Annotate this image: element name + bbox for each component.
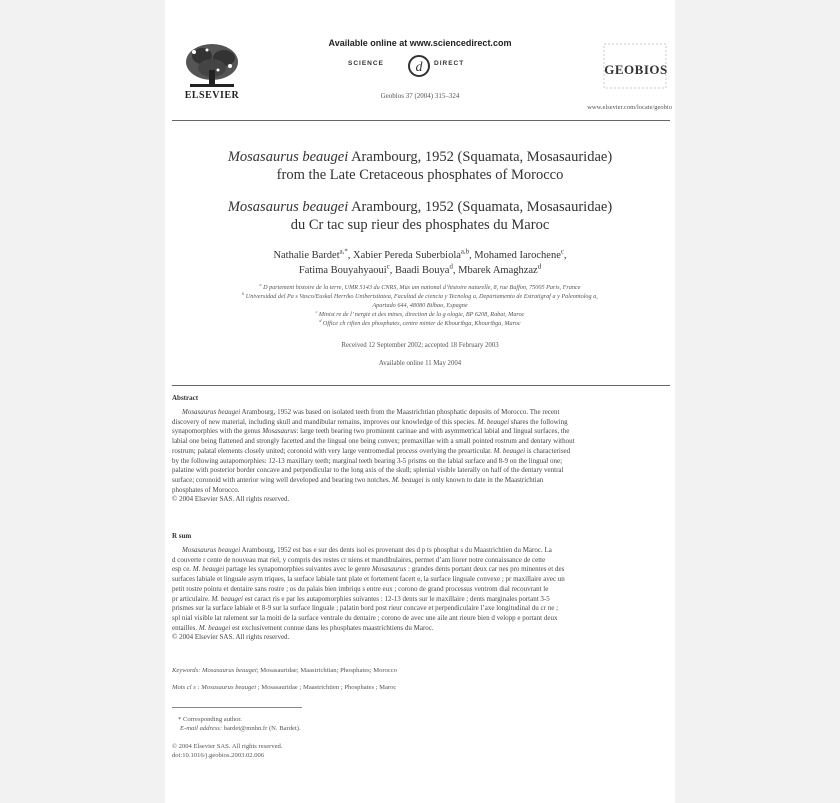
resume-text: Arambourg, 1952 est bas e sur des dents isol es provenant des d p ts phosphat s du Maastrichtien du Maroc. La xyxy=(240,546,552,554)
affiliation-c: Minist re de l’ nergie et des mines, direction de la g ologie, BP 6208, Rabat, Maroc xyxy=(317,311,525,318)
sciencedirect-right-text: DIRECT xyxy=(434,60,465,67)
email-label: E-mail address: xyxy=(180,725,223,732)
species-name: Mosasaurus beaugei xyxy=(182,546,241,554)
motscle-species: Mosasaurus beaugei xyxy=(199,684,257,691)
species-name: M. beaugei xyxy=(211,594,243,603)
abstract-text: by the following autapomorphies: 12-13 maxillary teeth; marginal teeth bearing 3-5 prisms on the labial surface and 8-9 on the lingual one; xyxy=(172,456,563,465)
abstract-text: rostrum; palatal elements closely united; coronoid with very large ventromedial process overlying the prearticular. xyxy=(172,446,494,455)
resume-copyright: © 2004 Elsevier SAS. All rights reserved. xyxy=(172,633,290,642)
motscles-rest: ; Mosasauridae ; Maastrichtien ; Phosphates ; Maroc xyxy=(256,684,397,691)
title-fr-line2: du Cr tac sup rieur des phosphates du Maroc xyxy=(290,217,550,233)
resume-text: : grandes dents portant deux car nes pro minentes et des xyxy=(406,565,565,574)
aff-sup: c xyxy=(315,308,318,314)
author-list xyxy=(180,248,660,278)
author-sup: a,* xyxy=(339,248,348,256)
abstract-text: discovery of new material, including skull and mandibular remains, improves our knowledge of this species. xyxy=(172,417,478,426)
aff-sup: b xyxy=(242,290,245,296)
abstract-copyright: © 2004 Elsevier SAS. All rights reserved. xyxy=(172,495,290,504)
received-dates: Received 12 September 2002; accepted 18 February 2003 xyxy=(341,342,499,349)
abstract-text: : large teeth bearing two prominent carinae and with asymmetrical labial and lingual surfaces, the xyxy=(296,427,570,436)
species-name: M. beaugei xyxy=(477,417,510,426)
resume-text: entailles. xyxy=(172,623,199,632)
genus-name: Mosasaurus xyxy=(262,427,297,436)
author-sup: c xyxy=(560,248,564,256)
resume-body xyxy=(172,546,672,643)
resume-text: est caract ris e par les autapomorphies suivantes : 12-13 dents sur le maxillaire ; dents marginales portant 3-5 xyxy=(242,594,550,603)
keywords-rest: ; Mosasauridae; Maastrichtian; Phosphates; Morocco xyxy=(256,667,398,674)
abstract-text: Arambourg, 1952 was based on isolated teeth from the Maastrichtian phosphatic deposits of Morocco. The recent xyxy=(240,408,560,416)
publisher-name: ELSEVIER xyxy=(184,90,240,101)
motscles-label: Mots cl s : xyxy=(172,684,200,691)
species-name: M. beaugei xyxy=(192,565,225,574)
resume-text: petit rostre pointu et dentaire sans rostre ; os du palais bien imbriqu s entre eux ; corono de grand processus ventrom dial recouvrant le xyxy=(172,584,549,593)
resume-text: surfaces labiale et linguale asym triques, la surface labiale tant plate et fortement facett e, la surface linguale convexe ; pr maxillaire avec un xyxy=(172,575,565,584)
author-sup: d xyxy=(449,263,453,271)
resume-text: esp ce. xyxy=(172,565,193,574)
title-en-species: Mosasaurus beaugei xyxy=(227,149,349,165)
affiliations xyxy=(180,283,660,328)
sciencedirect-logo[interactable] xyxy=(330,54,510,78)
footer-info xyxy=(172,742,472,760)
journal-reference: Geobios 37 (2004) 315–324 xyxy=(380,92,460,100)
author-name[interactable]: Nathalie Bardet xyxy=(273,250,340,261)
author-sup: d xyxy=(537,263,542,271)
keywords-label: Keywords: xyxy=(172,667,201,674)
species-name: M. beaugei xyxy=(493,446,526,455)
keywords-line xyxy=(172,667,672,674)
journal-name: GEOBIOS xyxy=(604,62,668,77)
affiliation-d: Office ch rifien des phosphates, centre minier de Khouribga, Khouribga, Maroc xyxy=(321,320,521,327)
email-link[interactable]: bardet@mnhn.fr (N. Bardet). xyxy=(222,725,301,732)
author-name[interactable]: , Mohamed Iarochene xyxy=(469,250,561,261)
keyword-species: Mosasaurus beaugei xyxy=(200,667,257,674)
french-title xyxy=(180,198,660,234)
author-name[interactable]: , Mbarek Amaghzaz xyxy=(452,265,538,276)
abstract-text: shares the following xyxy=(509,417,568,426)
aff-sup: a xyxy=(259,281,262,287)
corresponding-author-note: * Corresponding author. xyxy=(178,716,242,723)
svg-text:d: d xyxy=(415,60,423,75)
abstract-text: is characterised xyxy=(525,446,571,455)
available-online-line[interactable]: Available online at www.sciencedirect.com xyxy=(328,38,512,48)
footnote-rule xyxy=(172,707,302,708)
author-name[interactable]: , Baadi Bouya xyxy=(389,265,450,276)
abstract-heading: Abstract xyxy=(172,394,199,402)
resume-text: prismes sur la surface labiale et 8-9 sur la surface linguale ; palatin bord post rieur concave et perpendiculaire l’axe longitudinal du cr ne ; xyxy=(172,604,559,613)
footer-copyright: © 2004 Elsevier SAS. All rights reserved. xyxy=(172,743,283,750)
abstract-text: is only known to date in the Maastrichtian xyxy=(423,475,544,484)
abstract-top-rule xyxy=(172,385,670,386)
title-fr-species: Mosasaurus beaugei xyxy=(227,199,349,215)
resume-text: d couverte r cente de nouveau mat riel, y compris des restes cr niens et mandibulaires, permet d’am liorer notre connaissance de cette xyxy=(172,555,546,564)
online-date: Available online 11 May 2004 xyxy=(378,360,462,367)
abstract-text: labial one being flattened and strongly facetted and the lingual one being convex; premaxillae with a small pointed rostrum and dentary without xyxy=(172,437,575,446)
affiliation-b-line2: Apartado 644, 48080 Bilbao, Espagne xyxy=(372,302,468,309)
author-sup: c xyxy=(386,263,390,271)
header-rule xyxy=(172,120,670,121)
title-en-rest: Arambourg, 1952 (Squamata, Mosasauridae) xyxy=(348,149,613,165)
affiliation-b: Universidad del Pa s Vasco/Euskal Herriko Unibertsitatea, Facultad de ciencia y Tecnolog a, Departamento de Estratigraf a y Paleontolog a, xyxy=(244,293,598,300)
resume-heading: R sum xyxy=(172,532,192,540)
species-name: M. beaugei xyxy=(392,475,424,484)
doi-link[interactable]: doi:10.1016/j.geobios.2003.02.006 xyxy=(172,752,265,759)
abstract-text: phosphates of Morocco. xyxy=(172,485,240,494)
sciencedirect-d-icon xyxy=(406,54,432,78)
abstract-text: synapomorphies with the genus xyxy=(172,427,263,436)
title-fr-rest: Arambourg, 1952 (Squamata, Mosasauridae) xyxy=(348,199,613,215)
journal-url-link[interactable]: www.elsevier.com/locate/geobio xyxy=(587,104,672,111)
abstract-body xyxy=(172,408,672,505)
title-en-line2: from the Late Cretaceous phosphates of Morocco xyxy=(276,167,564,183)
genus-name: Mosasaurus xyxy=(372,565,407,574)
resume-text: partage les synapomorphies suivantes avec le genre xyxy=(224,565,373,574)
abstract-text: palatine with posterior border concave and perpendicular to the long axis of the skull; splenial visible laterally on half of the dentary ventral xyxy=(172,466,564,475)
footnote xyxy=(172,715,472,733)
motscles-line xyxy=(172,684,672,691)
sciencedirect-left-text: SCIENCE xyxy=(348,60,384,67)
aff-sup: d xyxy=(319,317,322,323)
resume-text: est exclusivement connue dans les phosphates maastrichtiens du Maroc. xyxy=(230,623,434,632)
resume-text: pr articulaire. xyxy=(172,594,212,603)
species-name: Mosasaurus beaugei xyxy=(182,408,241,416)
species-name: M. beaugei xyxy=(198,623,231,632)
author-sup: a,b xyxy=(460,248,470,256)
author-sep: , xyxy=(563,250,567,261)
resume-text: spl nial visible lat ralement sur la moiti de la surface ventrale du dentaire ; corono de avec une aile ant rieure bien d velopp e portant deux xyxy=(172,613,558,622)
affiliation-a: D partement histoire de la terre, UMR 5143 du CNRS, Mus um national d’histoire naturelle, 8, rue Buffon, 75005 Paris, France xyxy=(261,284,581,291)
author-name[interactable]: Fatima Bouyahyaoui xyxy=(298,265,387,276)
author-name[interactable]: , Xabier Pereda Suberbiola xyxy=(347,250,461,261)
abstract-text: surface; coronoid with anterior wing well developed and bearing two notches. xyxy=(172,475,393,484)
english-title xyxy=(180,148,660,184)
